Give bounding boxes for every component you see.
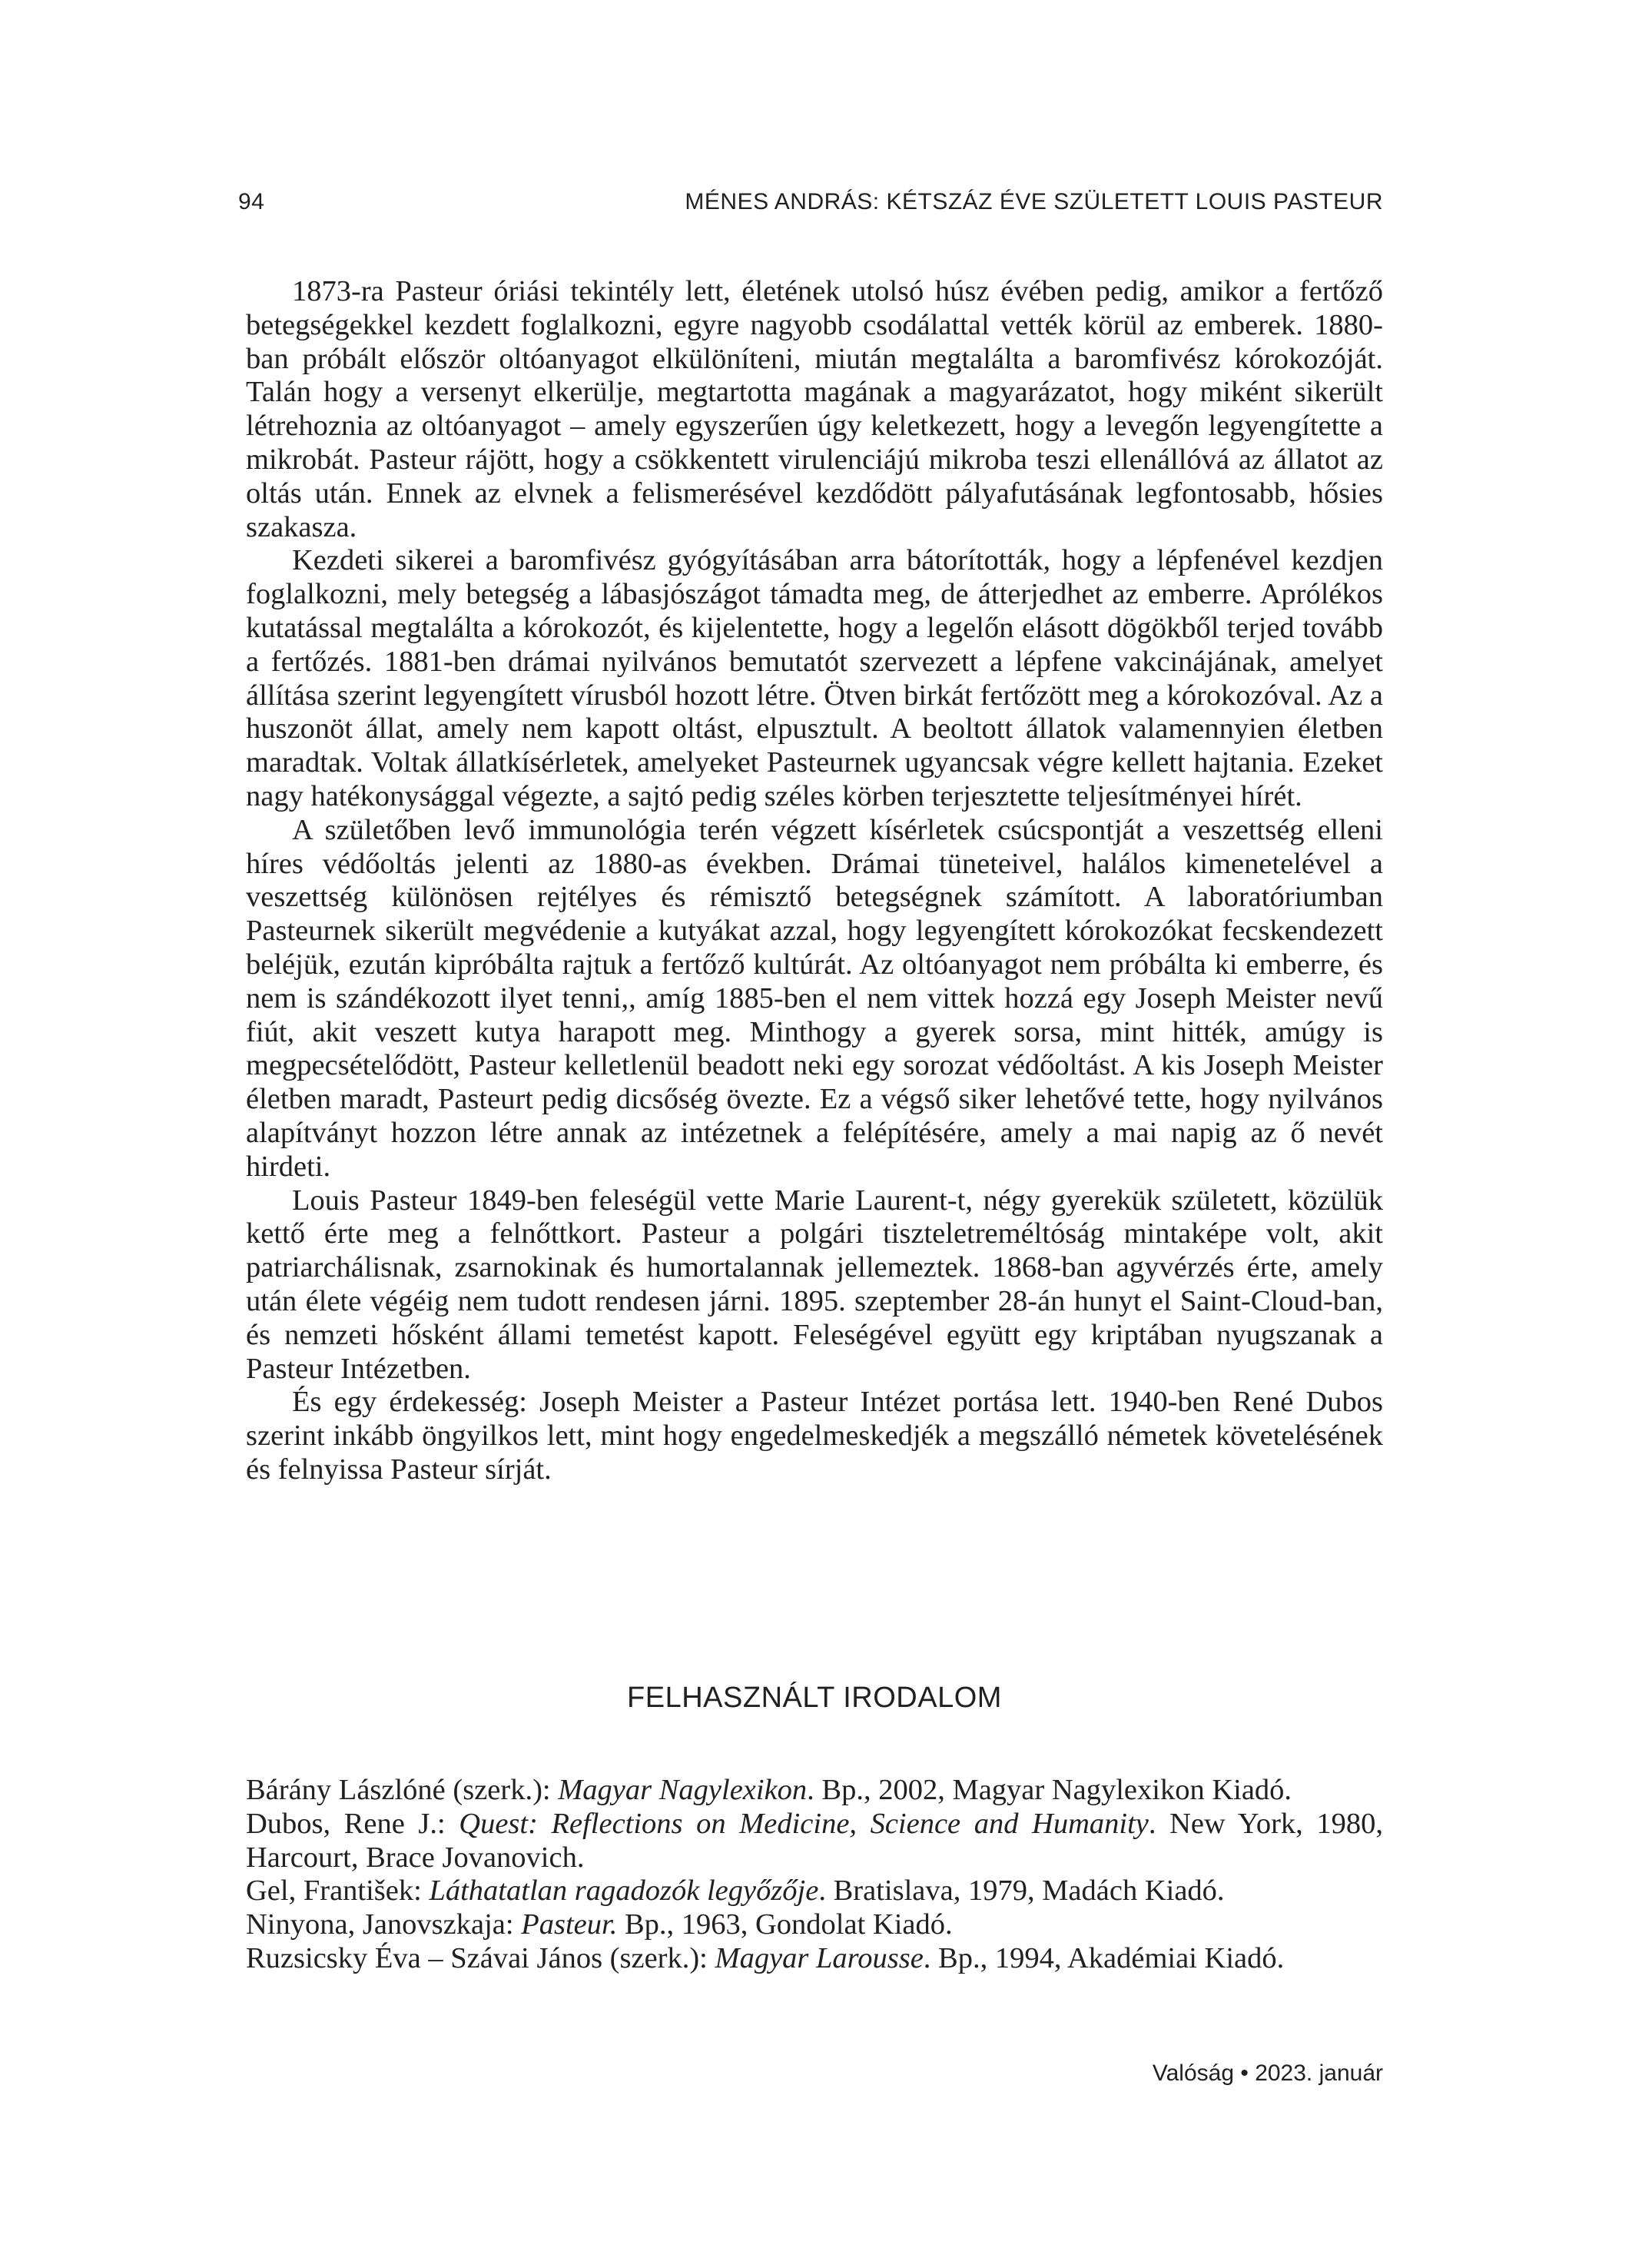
bibliography-entry	[246, 1774, 1383, 1808]
bib-publication: . Bp., 2002, Magyar Nagylexikon Kiadó.	[807, 1774, 1292, 1806]
bibliography-heading: FELHASZNÁLT IRODALOM	[627, 1682, 1002, 1714]
page-footer: Valóság • 2023. január	[1152, 2060, 1383, 2086]
bib-author: Gel, František:	[246, 1875, 430, 1908]
bib-publication: . Bp., 1994, Akadémiai Kiadó.	[923, 1941, 1285, 1974]
paragraph: Louis Pasteur 1849-ben feleségül vette Marie Laurent-t, négy gyerekük született, közülük kettő érte meg a felnőttkort. Pasteur a polgári tiszteletreméltóság mintaképe volt, akit patriarchálisnak, zsarnokinak és humortalannak jellemeztek. 1868-ban agyvérzés érte, amely után élete végéig nem tudott rendesen járni. 1895. szeptember 28-án hunyt el Saint-Cloud-ban, és nemzeti hősként állami temetést kapott. Feleségével együtt egy kriptában nyugszanak a Pasteur Intézetben.	[246, 1184, 1383, 1385]
paragraph: És egy érdekesség: Joseph Meister a Pasteur Intézet portása lett. 1940-ben René Dubos szerint inkább öngyilkos lett, mint hogy engedelmeskedjék a megszálló németek követelésének és felnyissa Pasteur sírját.	[246, 1386, 1383, 1486]
bib-publication: . New York, 1980, Harcourt, Brace Jovanovich.	[246, 1807, 1383, 1874]
bibliography-entry	[246, 1875, 1383, 1908]
paragraph: A születőben levő immunológia terén végzett kísérletek csúcspontját a veszettség elleni híres védőoltás jelenti az 1880-as években. Drámai tüneteivel, halálos kimenetelével a veszettség különösen rejtélyes és rémisztő betegségnek számított. A laboratóriumban Pasteurnek sikerült megvédenie a kutyákat azzal, hogy legyengített kórokozókat fecskendezett beléjük, ezután kipróbálta rajtuk a fertőző kultúrát. Az oltóanyagot nem próbálta ki emberre, és nem is szándékozott ilyet tenni,, amíg 1885-ben el nem vittek hozzá egy Joseph Meister nevű fiút, akit veszett kutya harapott meg. Minthogy a gyerek sorsa, mint hitték, amúgy is megpecsételődött, Pasteur kelletlenül beadott neki egy sorozat védőoltást. A kis Joseph Meister életben maradt, Pasteurt pedig dicsőség övezte. Ez a végső siker lehetővé tette, hogy nyilvános alapítványt hozzon létre annak az intézetnek a felépítésére, amely a mai napig az ő nevét hirdeti.	[246, 813, 1383, 1183]
bib-title: Magyar Larousse	[715, 1941, 924, 1974]
running-header	[238, 189, 1383, 220]
running-header-title: MÉNES ANDRÁS: KÉTSZÁZ ÉVE SZÜLETETT LOUIS PASTEUR	[685, 189, 1383, 214]
bib-author: Bárány Lászlóné (szerk.):	[246, 1774, 559, 1806]
bibliography-entry	[246, 1808, 1383, 1875]
paragraph: Kezdeti sikerei a baromfivész gyógyításában arra bátorították, hogy a lépfenével kezdjen foglalkozni, mely betegség a lábasjószágot támadta meg, de átterjedhet az emberre. Aprólékos kutatással megtalálta a kórokozót, és kijelentette, hogy a legelőn elásott dögökből terjed tovább a fertőzés. 1881-ben drámai nyilvános bemutatót szervezett a lépfene vakcinájának, amelyet állítása szerint legyengített vírusból hozott létre. Ötven birkát fertőzött meg a kórokozóval. Az a huszonöt állat, amely nem kapott oltást, elpusztult. A beoltott állatok valamennyien életben maradtak. Voltak állatkísérletek, amelyeket Pasteurnek ugyancsak végre kellett hajtania. Ezeket nagy hatékonysággal végezte, a sajtó pedig széles körben terjesztette teljesítményei hírét.	[246, 544, 1383, 812]
bib-publication: Bp., 1963, Gondolat Kiadó.	[617, 1908, 953, 1941]
bib-publication: . Bratislava, 1979, Madách Kiadó.	[818, 1875, 1225, 1908]
bib-title: Magyar Nagylexikon	[558, 1774, 808, 1806]
bibliography-entry	[246, 1942, 1383, 1976]
article-body	[246, 275, 1383, 1487]
bib-title: Láthatatlan ragadozók legyőzője	[429, 1875, 819, 1908]
page-number: 94	[238, 189, 265, 214]
bib-author: Ninyona, Janovszkaja:	[246, 1908, 522, 1941]
bibliography-entry	[246, 1908, 1383, 1942]
bib-title: Pasteur.	[521, 1908, 618, 1941]
bib-title: Quest: Reflections on Medicine, Science and Humanity	[459, 1807, 1149, 1840]
bibliography-list	[246, 1774, 1383, 1976]
paragraph: 1873-ra Pasteur óriási tekintély lett, életének utolsó húsz évében pedig, amikor a fertőző betegségekkel kezdett foglalkozni, egyre nagyobb csodálattal vették körül az emberek. 1880-ban próbált először oltóanyagot elkülöníteni, miután megtalálta a baromfivész kórokozóját. Talán hogy a versenyt elkerülje, megtartotta magának a magyarázatot, hogy miként sikerült létrehoznia az oltóanyagot – amely egyszerűen úgy keletkezett, hogy a levegőn legyengítette a mikrobát. Pasteur rájött, hogy a csökkentett virulenciájú mikroba teszi ellenállóvá az állatot az oltás után. Ennek az elvnek a felismerésével kezdődött pályafutásának legfontosabb, hősies szakasza.	[246, 275, 1383, 543]
bib-author: Ruzsicsky Éva – Szávai János (szerk.):	[246, 1941, 715, 1974]
bib-author: Dubos, Rene J.:	[246, 1807, 459, 1840]
